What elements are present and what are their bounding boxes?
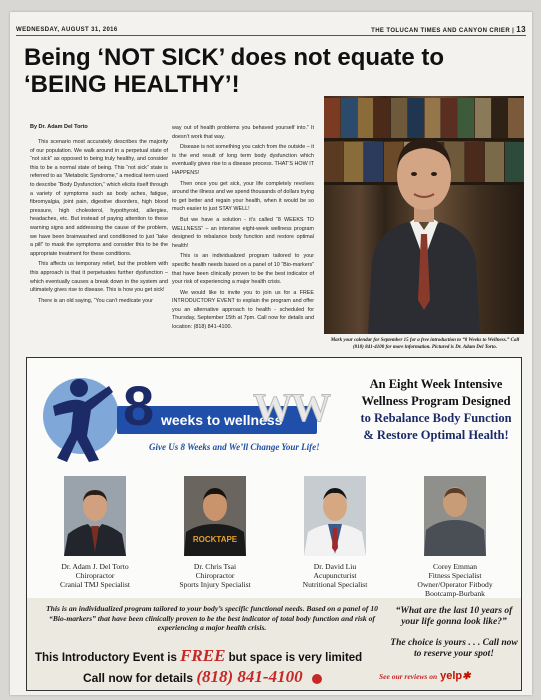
- article-column-1: [30, 138, 168, 307]
- photo-caption: Mark your calendar for September 15 for a free introduction to “8 Weeks to Wellness.” Call (818) 841-4100 for more information. Pictured is Dr. Adam Del Torto.: [330, 338, 520, 350]
- article-paragraph: We would like to invite you to join us for a FREE INTRODUCTORY EVENT to explain the program and offer you an alternative approach to health - scheduled for Thursday, September 15th at 7pm. Call now for details and location: (818) 841-4100.: [172, 289, 314, 331]
- article-paragraph: There is an old saying, “You can’t medicate your: [38, 297, 153, 304]
- yelp-burst-icon: ✱: [462, 671, 471, 682]
- practitioner-list: [37, 476, 513, 598]
- headline: [24, 44, 524, 98]
- phone-number: (818) 841-4100: [196, 667, 303, 686]
- practitioner-card: ROCKTAPE Dr. Chris Tsai Chiropractor Sports Injury Specialist: [157, 476, 273, 598]
- practitioner-photo: [184, 476, 246, 556]
- yelp-reviews: See our reviews on yelp✱: [379, 670, 471, 682]
- call-line: Call now for details (818) 841-4100: [83, 667, 322, 687]
- practitioner-name: Corey Emman: [432, 562, 478, 571]
- article-column-2: [172, 124, 314, 334]
- practitioner-card: Dr. Adam J. Del Torto Chiropractor Cranial TMJ Specialist: [37, 476, 153, 598]
- runner-logo-icon: [39, 366, 123, 466]
- yelp-logo: yelp: [440, 670, 463, 682]
- newspaper-page: [10, 12, 532, 695]
- article-paragraph: way out of health problems you behaved yourself into.” It doesn’t work that way.: [172, 125, 314, 140]
- practitioner-photo: [64, 476, 126, 556]
- practitioner-photo: [304, 476, 366, 556]
- question-text: “What are the last 10 years of your life gonna look like?”: [395, 606, 513, 627]
- article-paragraph: But we have a solution - it’s called “8 WEEKS TO WELLNESS” – an intensive eight-week wellness program designed to rebalance body function and restore optimal health!: [172, 216, 314, 249]
- heart-icon: [312, 674, 322, 684]
- wellness-advertisement: [26, 357, 522, 691]
- ad-promo-text: An Eight Week Intensive Wellness Program Designed to Rebalance Body Function & Restore Optimal Health!: [360, 377, 512, 442]
- practitioner-name: Dr. Adam J. Del Torto: [61, 562, 129, 571]
- practitioner-card: Dr. David Liu Acupuncturist Nutritional Specialist: [277, 476, 393, 598]
- practitioner-photo: [424, 476, 486, 556]
- practitioner-name: Dr. David Liu: [313, 562, 357, 571]
- logo-number: 8: [123, 374, 155, 437]
- practitioner-card: Corey Emman Fitness Specialist Owner/Operator Fitbody Bootcamp-Burbank: [397, 476, 513, 598]
- practitioner-name: Dr. Chris Tsai: [193, 562, 237, 571]
- rocktape-shirt-text: ROCKTAPE: [192, 535, 238, 544]
- logo-wordmark: weeks to wellness: [117, 406, 317, 434]
- article-paragraph: Disease is not something you catch from the outside – it is the end result of long term body dysfunction which eventually gives rise to a disease process. THAT’S HOW IT HAPPENS!: [172, 144, 314, 176]
- author-photo: [324, 96, 524, 334]
- logo-ww-mark: WW: [253, 385, 329, 430]
- free-label: FREE: [180, 646, 226, 665]
- byline: By Dr. Adam Del Torto: [30, 124, 88, 130]
- headline-line1: Being ‘NOT SICK’ does not equate to: [24, 44, 445, 71]
- article-paragraph: Then once you get sick, your life completely revolves around the illness and we spend thousands of dollars trying to get better and regain your health, when it would be so much easier to just STAY WELL!: [172, 180, 314, 213]
- choice-text: The choice is yours . . . Call now to reserve your spot!: [390, 638, 518, 659]
- logo: [39, 366, 359, 466]
- doctor-portrait: [368, 110, 480, 334]
- article-paragraph: This affects us temporary relief, but the problem with this approach is that it perpetuates further dysfunction – which eventually causes a break down in the system and ultimately gives rise to disease. This is how you get sick!: [30, 261, 168, 294]
- article-paragraph: This scenario most accurately describes the majority of our population. We walk around in a perpetual state of “not sick” as opposed to being truly healthy, and consider this to be a normal state of being. This “not sick” state is referred to as “Metabolic Syndrome,” a medical term used to describe “Body Dysfunction,” which elicits itself through a variety of symptoms such as body aches, fatigue, fibromyalgia, joint pain, digestive disorders, high blood pressure, high cholesterol, hypothyroid, allergies, headaches, etc. But instead of paying attention to these warning signs and addressing the cause of the problem, we have been brainwashed and conditioned to just “take a pill” to mask the symptoms and consider this to be the appropriate treatment for these conditions.: [30, 139, 168, 257]
- ad-bottom-panel: [27, 598, 522, 691]
- masthead-paper: THE TOLUCAN TIMES AND CANYON CRIER | 13: [371, 25, 526, 34]
- page-number: 13: [516, 25, 526, 34]
- masthead-date: WEDNESDAY, AUGUST 31, 2016: [16, 26, 118, 33]
- intro-event-line: This Introductory Event is FREE but space is very limited: [35, 646, 363, 665]
- program-description: This is an individualized program tailored to your body’s specific functional needs. Based on a panel of 10 “Bio-markers” that have been clinically proven to be the best indicator of total body function and risk of experiencing a major health crisis.: [46, 604, 378, 632]
- article-paragraph: This is an individualized program tailored to your specific health needs based on a panel of 10 “Bio-markers” that have been clinically proven to be the best indicator of your risk of experiencing a major health crisis.: [172, 253, 314, 286]
- masthead: [16, 26, 526, 36]
- ad-tagline: Give Us 8 Weeks and We’ll Change Your Life!: [149, 442, 320, 452]
- headline-line2: ‘BEING HEALTHY’!: [24, 71, 240, 98]
